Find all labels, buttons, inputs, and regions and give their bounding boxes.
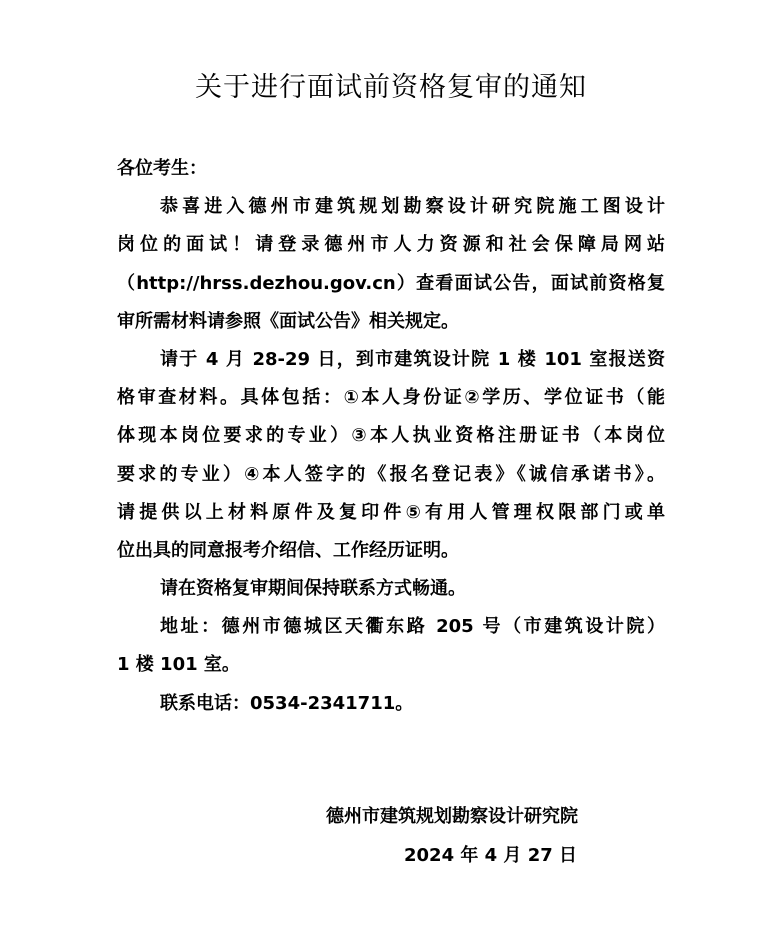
paragraph-2-line-6: 位出具的同意报考介绍信、工作经历证明。 xyxy=(117,539,459,561)
paragraph-1-line-1: 恭喜进入德州市建筑规划勘察设计研究院施工图设计 xyxy=(160,196,665,218)
contact-phone: 联系电话：0534-2341711。 xyxy=(160,692,414,714)
paragraph-2-line-5: 请提供以上材料原件及复印件⑤有用人管理权限部门或单 xyxy=(117,501,665,523)
paragraph-1-line-4: 审所需材料请参照《面试公告》相关规定。 xyxy=(117,310,459,332)
paragraph-2-line-3: 体现本岗位要求的专业）③本人执业资格注册证书（本岗位 xyxy=(117,425,665,447)
signature-date: 2024 年 4 月 27 日 xyxy=(404,845,578,866)
greeting: 各位考生： xyxy=(117,158,207,179)
paragraph-1-line-2: 岗位的面试！请登录德州市人力资源和社会保障局网站 xyxy=(117,234,665,256)
paragraph-2-line-1: 请于 4 月 28-29 日，到市建筑设计院 1 楼 101 室报送资 xyxy=(160,348,665,370)
paragraph-3-contact-note: 请在资格复审期间保持联系方式畅通。 xyxy=(160,578,466,600)
signature-organization: 德州市建筑规划勘察设计研究院 xyxy=(326,806,578,827)
paragraph-2-line-4: 要求的专业）④本人签字的《报名登记表》《诚信承诺书》。 xyxy=(117,463,665,485)
paragraph-2-line-2: 格审查材料。具体包括：①本人身份证②学历、学位证书（能 xyxy=(117,387,665,409)
paragraph-1-line-3-url: （http://hrss.dezhou.gov.cn）查看面试公告，面试前资格复 xyxy=(117,272,665,294)
document-body xyxy=(117,150,665,723)
document-title: 关于进行面试前资格复审的通知 xyxy=(195,72,587,103)
address-line-1: 地址：德州市德城区天衢东路 205 号（市建筑设计院） xyxy=(160,616,665,638)
address-line-2: 1 楼 101 室。 xyxy=(117,654,240,676)
